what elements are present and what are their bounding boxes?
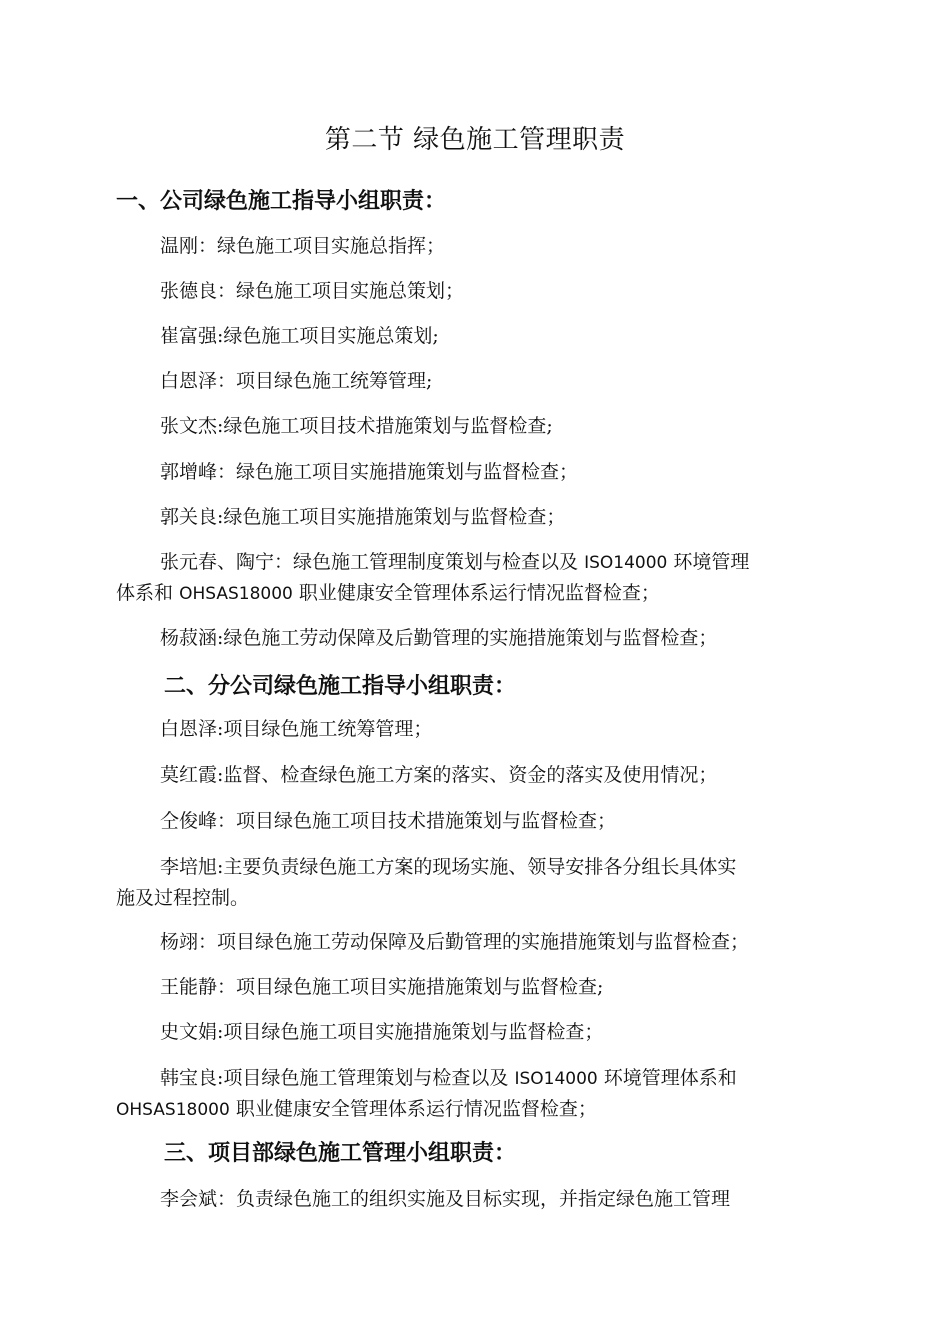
list-item — [116, 1062, 842, 1096]
standard-code: ISO14000 — [514, 1069, 598, 1089]
list-item-continuation: 施及过程控制。 — [116, 887, 250, 909]
standard-code: ISO14000 — [584, 553, 668, 573]
item-text: 体系和 — [116, 582, 174, 604]
list-item: 李会斌：负责绿色施工的组织实施及目标实现，并指定绿色施工管理 — [160, 1188, 731, 1210]
section-heading-company: 一、公司绿色施工指导小组职责： — [116, 189, 447, 214]
list-item: 史文娟:项目绿色施工项目实施措施策划与监督检查； — [160, 1021, 604, 1043]
page-title: 第二节 绿色施工管理职责 — [324, 125, 626, 155]
list-item: 白恩泽：项目绿色施工统筹管理; — [160, 370, 433, 392]
section-heading-project: 三、项目部绿色施工管理小组职责： — [164, 1141, 517, 1166]
list-item: 温刚：绿色施工项目实施总指挥； — [160, 235, 446, 257]
list-item-continuation — [116, 577, 842, 611]
item-text: 环境管理 — [673, 551, 750, 573]
list-item: 杨菽涵:绿色施工劳动保障及后勤管理的实施措施策划与监督检查； — [160, 627, 718, 649]
standard-code: OHSAS18000 — [179, 584, 293, 604]
list-item: 李培旭:主要负责绿色施工方案的现场实施、领导安排各分组长具体实 — [160, 856, 737, 878]
list-item: 仝俊峰：项目绿色施工项目技术措施策划与监督检查； — [160, 810, 617, 832]
list-item: 张德良：绿色施工项目实施总策划； — [160, 280, 465, 302]
item-text: 环境管理体系和 — [603, 1067, 737, 1089]
item-text: 职业健康安全管理体系运行情况监督检查； — [298, 582, 660, 604]
list-item: 杨翊：项目绿色施工劳动保障及后勤管理的实施措施策划与监督检查； — [160, 931, 750, 953]
list-item: 王能静：项目绿色施工项目实施措施策划与监督检查; — [160, 976, 604, 998]
list-item: 白恩泽:项目绿色施工统筹管理； — [160, 718, 433, 740]
item-text: 韩宝良:项目绿色施工管理策划与检查以及 — [160, 1067, 509, 1089]
list-item — [116, 546, 842, 580]
item-text: 职业健康安全管理体系运行情况监督检查； — [235, 1098, 597, 1120]
list-item-continuation — [116, 1093, 842, 1127]
item-text: 张元春、陶宁：绿色施工管理制度策划与检查以及 — [160, 551, 579, 573]
list-item: 郭关良:绿色施工项目实施措施策划与监督检查； — [160, 506, 566, 528]
standard-code: OHSAS18000 — [116, 1100, 230, 1120]
list-item: 崔富强:绿色施工项目实施总策划; — [160, 325, 439, 347]
list-item: 张文杰:绿色施工项目技术措施策划与监督检查; — [160, 415, 553, 437]
list-item: 郭增峰：绿色施工项目实施措施策划与监督检查； — [160, 461, 579, 483]
list-item: 莫红霞:监督、检查绿色施工方案的落实、资金的落实及使用情况； — [160, 764, 718, 786]
section-heading-branch: 二、分公司绿色施工指导小组职责： — [164, 674, 517, 699]
